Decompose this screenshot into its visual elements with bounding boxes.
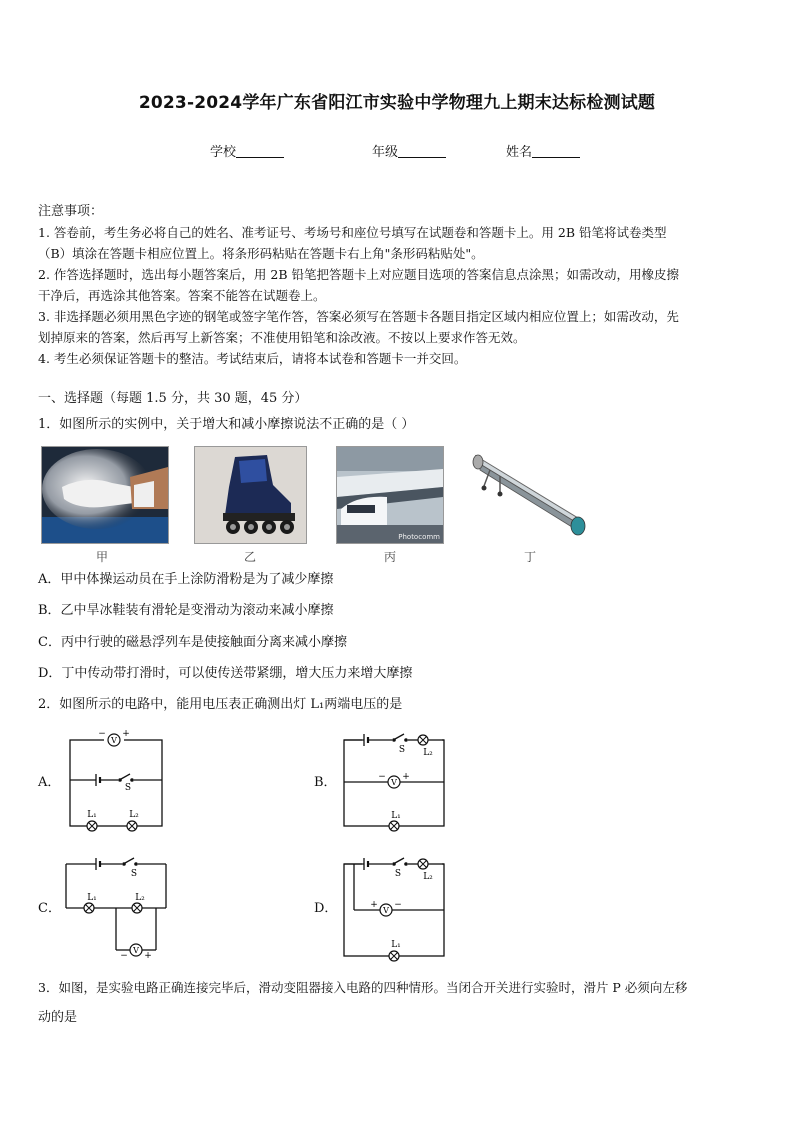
section-heading: 一、选择题（每题 1.5 分，共 30 题，45 分） [38,391,308,406]
name-label: 姓名 [506,145,533,160]
q3-stem-line2: 动的是 [38,1010,78,1025]
school-field [210,141,284,160]
svg-text:−: − [98,729,106,739]
q1-stem: 1．如图所示的实例中，关于增大和减小摩擦说法不正确的是（ ） [38,417,415,432]
circuit-a [60,728,170,834]
name-field [506,141,580,160]
caption-bing: 丙 [384,550,397,564]
q2-label-a: A． [38,775,61,790]
photo-gymnast-hands [41,446,169,544]
caption-ding: 丁 [524,550,537,564]
q2-label-d: D． [314,901,338,916]
photo-maglev-train [336,446,444,544]
circuit-d-lamp1: L₁ [391,940,401,950]
notice-item-3a: 3. 非选择题必须用黑色字迹的钢笔或签字笔作答，答案必须写在答题卡各题目指定区域内相应位置上；如需改动，先 [38,309,679,324]
svg-text:+: + [370,900,378,910]
notice-item-2b: 干净后，再选涂其他答案。答案不能答在试题卷上。 [38,288,326,303]
svg-text:+: + [144,951,152,961]
circuit-c-lamp2: L₂ [135,893,145,903]
notice-item-1a: 1. 答卷前，考生务必将自己的姓名、准考证号、考场号和座位号填写在试题卷和答题卡上。用 2B 铅笔将试卷类型 [38,225,667,240]
grade-field [372,141,446,160]
circuit-d [336,852,450,962]
q1-option-c: C．丙中行驶的磁悬浮列车是使接触面分离来减小摩擦 [38,635,347,650]
circuit-c-voltmeter: V [133,946,139,955]
circuit-b-switch: S [398,745,406,755]
notice-item-3b: 划掉原来的答案，然后再写上新答案；不准使用铅笔和涂改液。不按以上要求作答无效。 [38,330,526,345]
caption-jia: 甲 [96,550,109,564]
school-blank [236,145,284,158]
circuit-c-switch: S [130,869,138,879]
svg-text:+: + [122,729,130,739]
q1-option-b: B．乙中旱冰鞋装有滑轮是变滑动为滚动来减小摩擦 [38,603,334,618]
circuit-b [336,728,450,834]
notice-item-2a: 2. 作答选择题时，选出每小题答案后，用 2B 铅笔把答题卡上对应题目选项的答案信息点涂黑；如需改动，用橡皮擦 [38,267,679,282]
circuit-d-lamp2: L₂ [423,872,433,882]
circuit-a-lamp1: L₁ [87,810,97,820]
grade-blank [398,145,446,158]
circuit-a-switch: S [124,783,132,793]
circuit-a-lamp2: L₂ [129,810,139,820]
svg-text:−: − [394,900,402,910]
circuit-b-lamp1: L₁ [391,811,401,821]
q1-option-a: A．甲中体操运动员在手上涂防滑粉是为了减少摩擦 [38,572,334,587]
notice-heading: 注意事项： [38,204,104,219]
page-title: 2023-2024学年广东省阳江市实验中学物理九上期末达标检测试题 [138,93,656,113]
q3-stem-line1: 3．如图，是实验电路正确连接完毕后，滑动变阻器接入电路的四种情形。当闭合开关进行实验时，滑片 P 必须向左移 [38,980,688,995]
grade-label: 年级 [372,145,399,160]
circuit-d-voltmeter: V [383,906,389,915]
name-blank [532,145,580,158]
circuit-c [60,852,172,962]
photo-inline-skate [194,446,307,544]
circuit-b-lamp2: L₂ [423,748,433,758]
photo-watermark: Photocomm [398,533,440,541]
q2-label-b: B． [314,775,337,790]
notice-item-1b: （B）填涂在答题卡相应位置上。将条形码粘贴在答题卡右上角"条形码粘贴处"。 [38,246,484,261]
circuit-c-lamp1: L₁ [87,893,97,903]
caption-yi: 乙 [244,550,257,564]
svg-text:−: − [120,951,128,961]
photo-conveyor-belt [470,446,590,542]
school-label: 学校 [210,145,237,160]
circuit-b-voltmeter: V [391,778,397,787]
circuit-a-voltmeter: V [111,736,117,745]
q2-stem: 2．如图所示的电路中，能用电压表正确测出灯 L₁两端电压的是 [38,697,403,712]
q2-label-c: C． [38,901,61,916]
notice-item-4: 4. 考生必须保证答题卡的整洁。考试结束后，请将本试卷和答题卡一并交回。 [38,351,467,366]
circuit-d-switch: S [394,869,402,879]
svg-text:−: − [378,772,386,782]
svg-text:+: + [402,772,410,782]
q1-option-d: D．丁中传动带打滑时，可以使传送带紧绷，增大压力来增大摩擦 [38,666,413,681]
